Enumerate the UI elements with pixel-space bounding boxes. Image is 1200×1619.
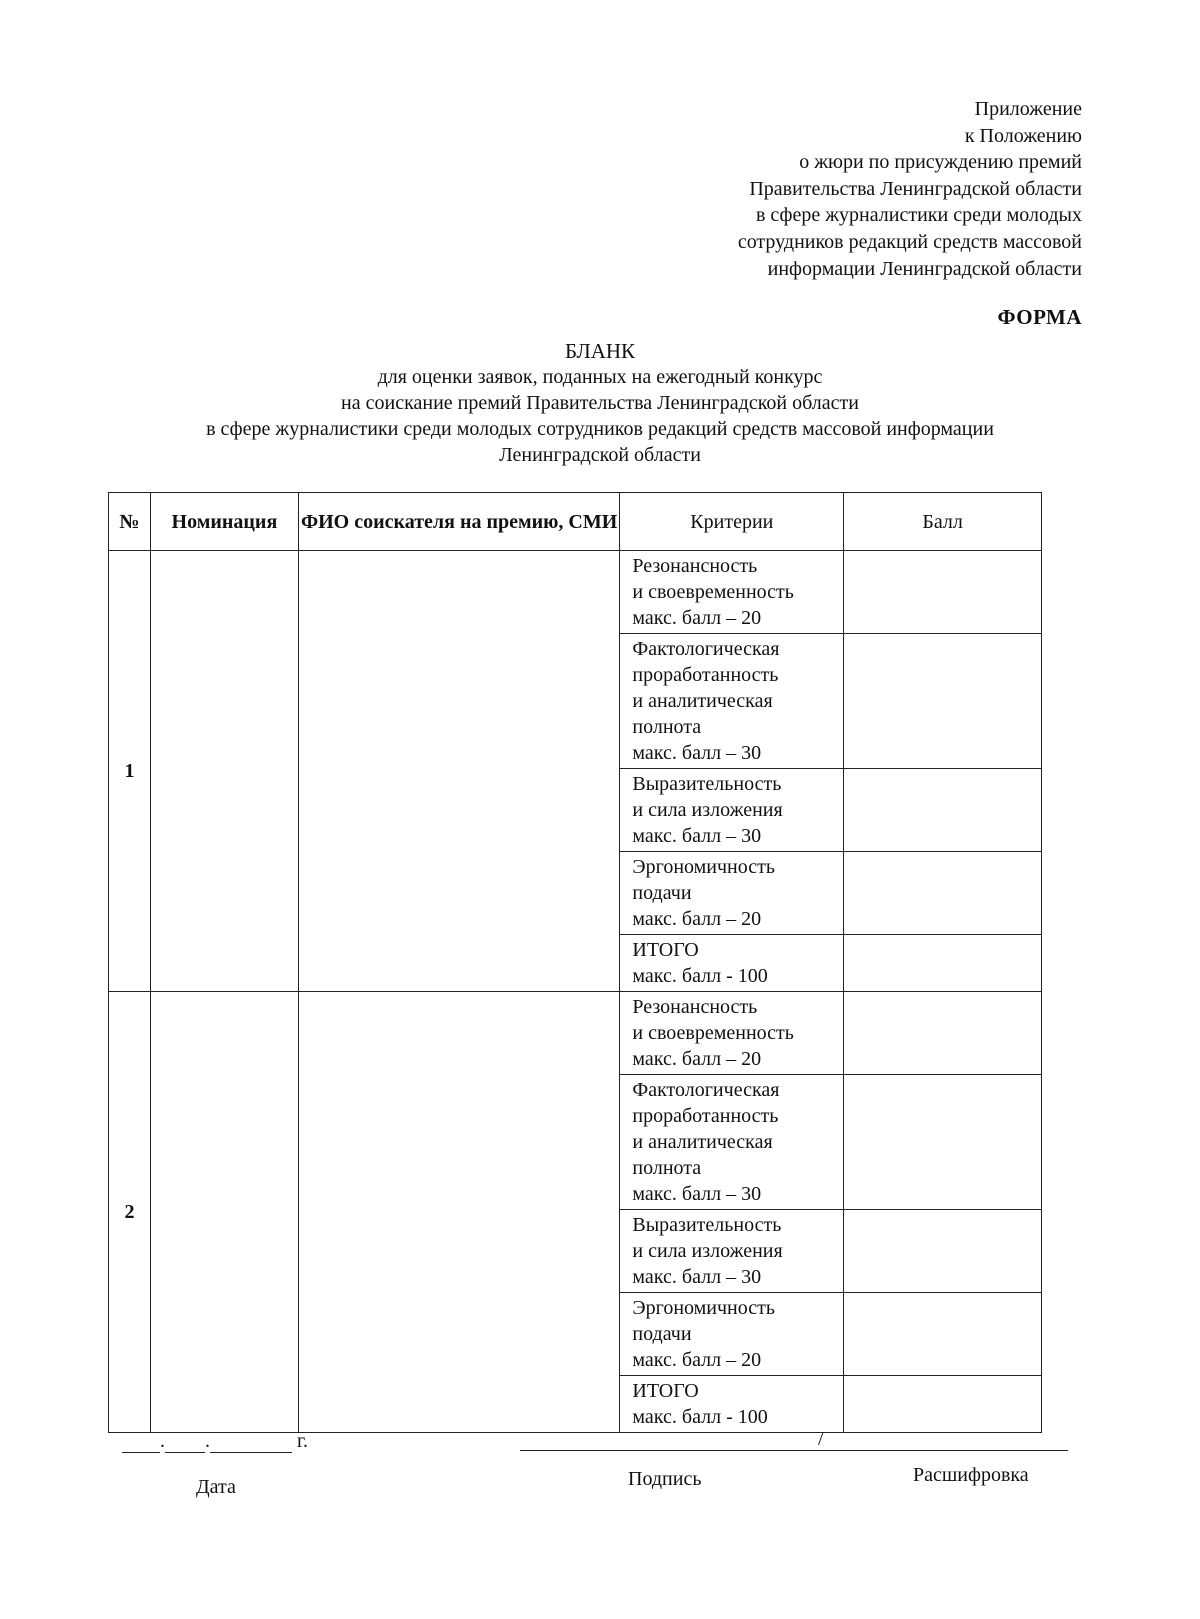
form-label: ФОРМА xyxy=(997,305,1082,329)
criterion-total: ИТОГО xyxy=(632,939,699,961)
decoding-label: Расшифровка xyxy=(913,1464,1029,1486)
criterion-text: подачи xyxy=(632,1323,692,1345)
criterion-cell xyxy=(620,852,844,935)
title-line: на соискание премий Правительства Ленинградской области xyxy=(341,392,859,414)
title-line: в сфере журналистики среди молодых сотрудников редакций средств массовой информации xyxy=(206,418,994,440)
criterion-cell xyxy=(620,1075,844,1210)
criterion-text: Фактологическая xyxy=(632,1079,780,1101)
appendix-line: к Положению xyxy=(964,124,1082,147)
year-suffix: г. xyxy=(297,1430,308,1452)
appendix-line: в сфере журналистики среди молодых xyxy=(755,204,1082,227)
criterion-text: и своевременность xyxy=(632,581,794,603)
header-criteria: Критерии xyxy=(620,493,844,551)
criterion-text: Выразительность xyxy=(632,773,782,795)
header-score: Балл xyxy=(844,493,1042,551)
criterion-text: проработанность xyxy=(632,664,779,686)
date-month-blank[interactable] xyxy=(165,1432,205,1453)
criterion-cell xyxy=(620,551,844,634)
date-day-blank[interactable] xyxy=(122,1432,160,1453)
criterion-max: макс. балл – 30 xyxy=(632,1183,762,1205)
evaluation-table xyxy=(108,492,1042,1433)
criterion-total-cell xyxy=(620,935,844,992)
nomination-cell[interactable] xyxy=(150,992,298,1433)
table-row xyxy=(109,992,1042,1075)
title-main: БЛАНК xyxy=(564,339,636,363)
table-header-row xyxy=(109,493,1042,551)
criterion-max: макс. балл – 30 xyxy=(632,1266,762,1288)
date-year-blank[interactable] xyxy=(210,1432,292,1453)
criterion-cell xyxy=(620,992,844,1075)
criterion-cell xyxy=(620,1293,844,1376)
criterion-max: макс. балл – 20 xyxy=(632,1349,762,1371)
criterion-max: макс. балл – 30 xyxy=(632,825,762,847)
header-name: ФИО соискателя на премию, СМИ xyxy=(298,493,620,551)
appendix-line: Приложение xyxy=(974,98,1082,120)
criterion-max: макс. балл – 30 xyxy=(632,742,762,764)
criterion-total-cell xyxy=(620,1376,844,1433)
criterion-cell xyxy=(620,769,844,852)
entry-number: 2 xyxy=(109,992,151,1433)
table-row xyxy=(109,551,1042,634)
appendix-line: Правительства Ленинградской области xyxy=(749,177,1082,200)
criterion-text: полнота xyxy=(632,716,702,738)
criterion-text: и аналитическая xyxy=(632,690,773,712)
entry-number: 1 xyxy=(109,551,151,992)
score-cell[interactable] xyxy=(844,852,1042,935)
signature-line[interactable] xyxy=(520,1450,1068,1451)
criterion-text: Эргономичность xyxy=(632,1297,775,1319)
date-dot: . xyxy=(160,1430,165,1452)
criterion-max: макс. балл - 100 xyxy=(632,965,768,987)
criterion-text: и сила изложения xyxy=(632,1240,783,1262)
criterion-text: полнота xyxy=(632,1157,702,1179)
appendix-line: информации Ленинградской области xyxy=(767,257,1082,280)
document-title xyxy=(130,338,1070,468)
appendix-block xyxy=(738,96,1082,282)
score-cell[interactable] xyxy=(844,634,1042,769)
score-cell[interactable] xyxy=(844,769,1042,852)
criterion-max: макс. балл - 100 xyxy=(632,1406,768,1428)
criterion-text: проработанность xyxy=(632,1105,779,1127)
applicant-name-cell[interactable] xyxy=(298,992,620,1433)
header-nomination: Номинация xyxy=(150,493,298,551)
criterion-text: и сила изложения xyxy=(632,799,783,821)
criterion-text: и своевременность xyxy=(632,1022,794,1044)
score-cell[interactable] xyxy=(844,992,1042,1075)
criterion-total: ИТОГО xyxy=(632,1380,699,1402)
score-cell[interactable] xyxy=(844,1293,1042,1376)
date-dot: . xyxy=(205,1430,210,1452)
criterion-text: и аналитическая xyxy=(632,1131,773,1153)
criterion-text: Эргономичность xyxy=(632,856,775,878)
date-label: Дата xyxy=(196,1476,236,1498)
criterion-text: Резонансность xyxy=(632,996,758,1018)
total-score-cell[interactable] xyxy=(844,935,1042,992)
criterion-text: Выразительность xyxy=(632,1214,782,1236)
criterion-max: макс. балл – 20 xyxy=(632,607,762,629)
criterion-cell xyxy=(620,634,844,769)
score-cell[interactable] xyxy=(844,551,1042,634)
criterion-max: макс. балл – 20 xyxy=(632,908,762,930)
appendix-line: сотрудников редакций средств массовой xyxy=(737,230,1082,253)
date-field[interactable] xyxy=(122,1430,308,1453)
total-score-cell[interactable] xyxy=(844,1376,1042,1433)
header-num: № xyxy=(109,493,151,551)
criterion-text: Резонансность xyxy=(632,555,758,577)
criterion-cell xyxy=(620,1210,844,1293)
title-line: для оценки заявок, поданных на ежегодный конкурс xyxy=(377,366,823,388)
applicant-name-cell[interactable] xyxy=(298,551,620,992)
nomination-cell[interactable] xyxy=(150,551,298,992)
score-cell[interactable] xyxy=(844,1210,1042,1293)
criterion-text: Фактологическая xyxy=(632,638,780,660)
appendix-line: о жюри по присуждению премий xyxy=(799,151,1082,174)
signature-slash: / xyxy=(818,1428,824,1450)
score-cell[interactable] xyxy=(844,1075,1042,1210)
criterion-max: макс. балл – 20 xyxy=(632,1048,762,1070)
title-line: Ленинградской области xyxy=(499,444,701,466)
signature-label: Подпись xyxy=(628,1468,702,1490)
criterion-text: подачи xyxy=(632,882,692,904)
